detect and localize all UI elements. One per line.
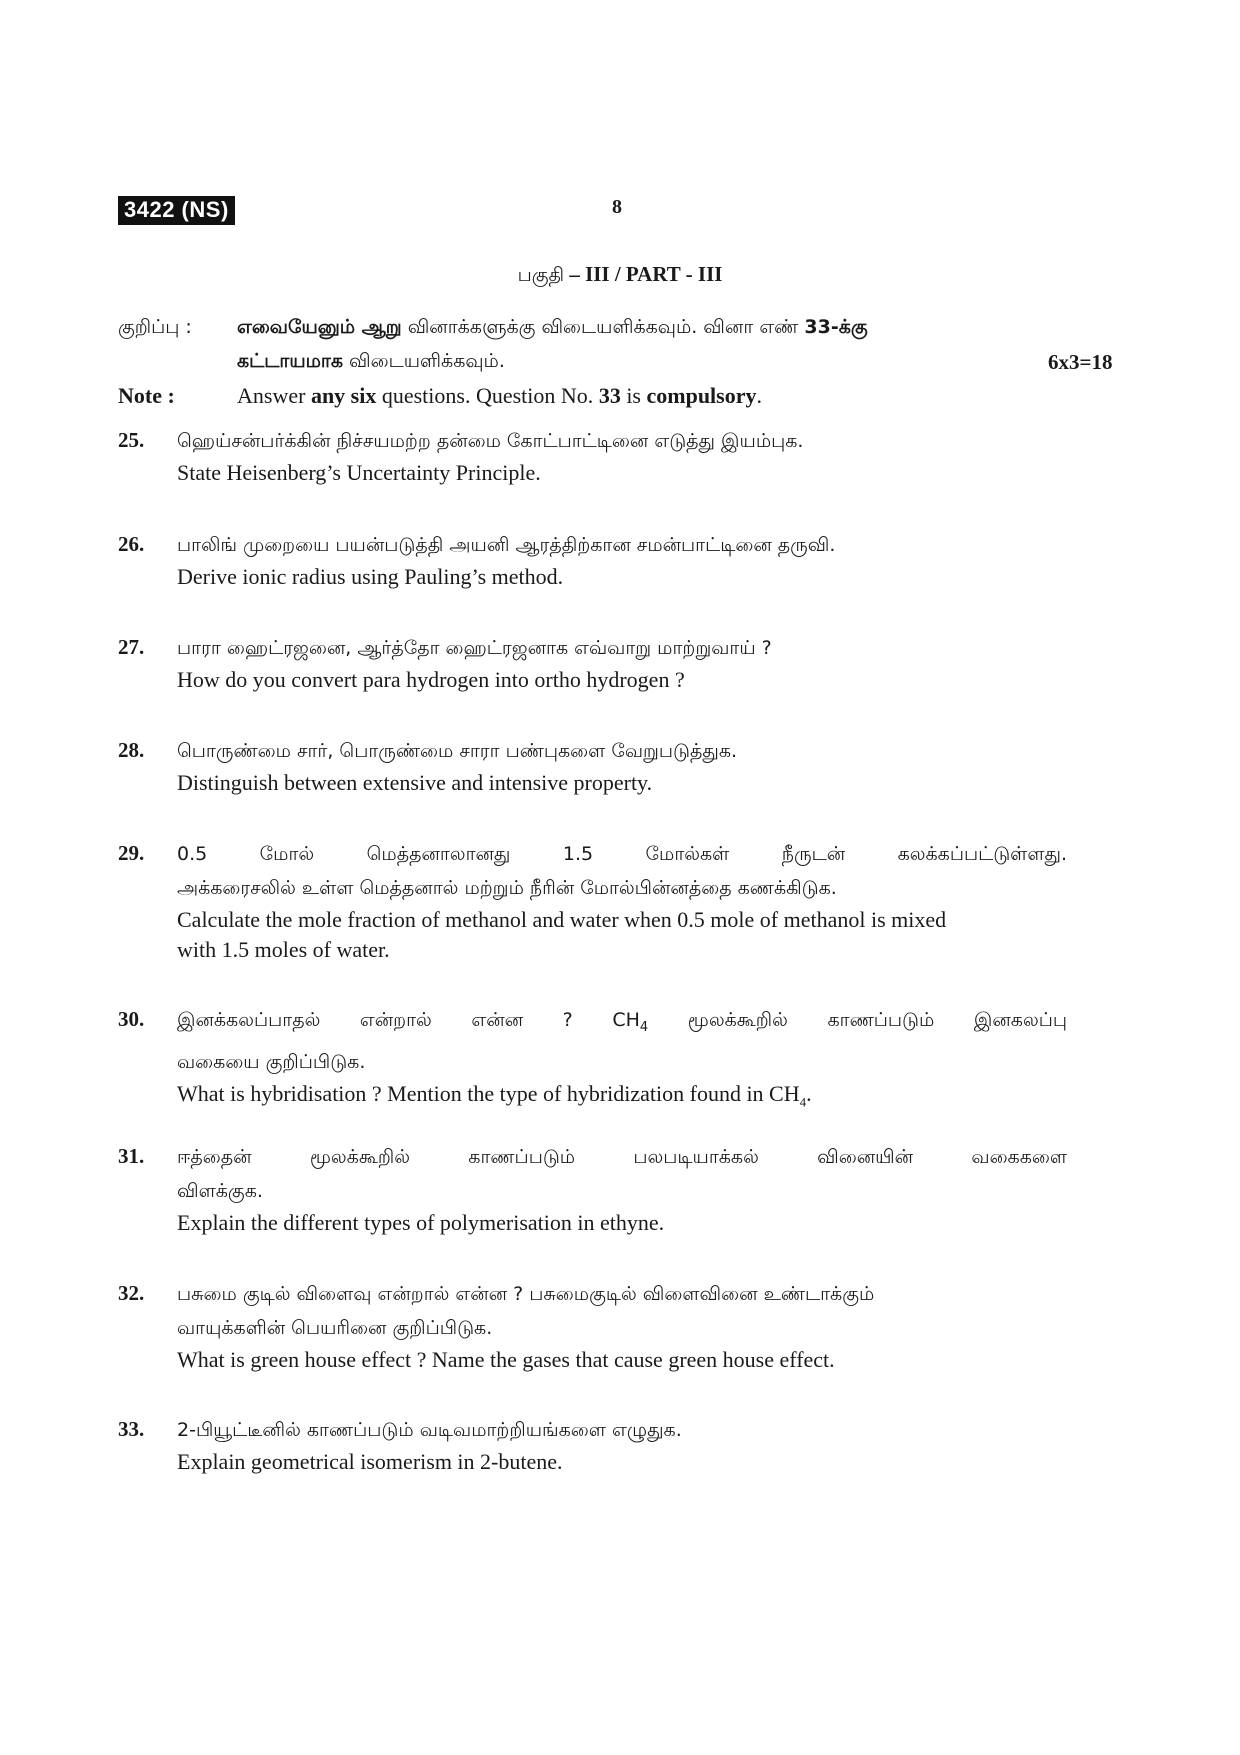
question-tamil: பொருண்மை சார், பொருண்மை சாரா பண்புகளை வேறுபடுத்துக.	[177, 740, 738, 762]
question-26	[177, 528, 1067, 592]
question-english: Explain the different types of polymerisation in ethyne.	[177, 1210, 665, 1235]
note-english-label: Note :	[118, 383, 175, 408]
question-tamil: ஹெய்சன்பர்க்கின் நிச்சயமற்ற தன்மை கோட்பாட்டினை எடுத்து இயம்புக.	[177, 430, 804, 452]
question-english: Explain geometrical isomerism in 2-butene.	[177, 1449, 563, 1474]
note-english-text: Answer any six questions. Question No. 33 is compulsory.	[237, 383, 762, 408]
question-number: 25.	[118, 428, 145, 452]
question-29	[177, 837, 1067, 965]
question-number: 33.	[118, 1417, 145, 1441]
question-tamil: 2-பியூட்டீனில் காணப்படும் வடிவமாற்றியங்களை எழுதுக.	[177, 1419, 682, 1441]
subscript: 4	[799, 1094, 807, 1110]
question-tamil-line1: 0.5 மோல் மெத்தனாலானது 1.5 மோல்கள் நீருடன் கலக்கப்பட்டுள்ளது.	[177, 843, 1067, 865]
question-number: 32.	[118, 1281, 145, 1305]
note-tamil-text-2: விடையளிக்கவும்.	[349, 350, 505, 372]
question-tamil-line1: பசுமை குடில் விளைவு என்றால் என்ன ? பசுமைகுடில் விளைவினை உண்டாக்கும்	[177, 1283, 875, 1305]
question-tamil: பாரா ஹைட்ரஜனை, ஆர்த்தோ ஹைட்ரஜனாக எவ்வாறு மாற்றுவாய் ?	[177, 637, 772, 659]
question-english: How do you convert para hydrogen into ortho hydrogen ?	[177, 667, 685, 692]
question-number: 28.	[118, 738, 145, 762]
question-number: 29.	[118, 841, 145, 865]
question-tamil-line2: விளக்குக.	[177, 1180, 263, 1202]
note-tamil-line2	[237, 344, 505, 378]
question-tamil-line2: வகையை குறிப்பிடுக.	[177, 1050, 366, 1073]
part-heading-tamil: பகுதி	[517, 264, 565, 286]
question-31	[177, 1140, 1067, 1238]
question-number: 30.	[118, 1007, 145, 1031]
question-english: State Heisenberg’s Uncertainty Principle.	[177, 460, 541, 485]
question-33	[177, 1413, 1067, 1477]
question-30	[177, 1003, 1067, 1117]
question-number: 27.	[118, 635, 145, 659]
question-number: 26.	[118, 532, 145, 556]
question-tamil-line2: அக்கரைசலில் உள்ள மெத்தனால் மற்றும் நீரின் மோல்பின்னத்தை கணக்கிடுக.	[177, 877, 837, 899]
question-tamil-line2: வாயுக்களின் பெயரினை குறிப்பிடுக.	[177, 1317, 493, 1339]
part-heading-english: – III / PART - III	[569, 262, 723, 286]
question-number: 31.	[118, 1144, 145, 1168]
note-tamil-emph-any-six: எவையேனும் ஆறு	[237, 316, 402, 338]
marks-allocation: 6x3=18	[1048, 350, 1113, 374]
question-25	[177, 424, 1067, 488]
question-english-line2: with 1.5 moles of water.	[177, 937, 390, 962]
question-tamil-line1: ஈத்தைன் மூலக்கூறில் காணப்படும் பலபடியாக்கல் வினையின் வகைகளை	[177, 1146, 1067, 1168]
subscript: 4	[639, 1019, 649, 1035]
page-number: 8	[612, 196, 622, 218]
note-tamil-text: வினாக்களுக்கு விடையளிக்கவும். வினா எண்	[407, 316, 799, 338]
note-tamil-label: குறிப்பு :	[118, 316, 192, 338]
note-tamil-line1	[237, 310, 1067, 344]
question-tamil: பாலிங் முறையை பயன்படுத்தி அயனி ஆரத்திற்கான சமன்பாட்டினை தருவி.	[177, 534, 836, 556]
question-english-line1: Calculate the mole fraction of methanol and water when 0.5 mole of methanol is mixed	[177, 907, 947, 932]
question-28	[177, 734, 1067, 798]
question-32	[177, 1277, 1067, 1375]
question-tamil-line1: இனக்கலப்பாதல் என்றால் என்ன ? $CH_4$ மூலக்கூறில் காணப்படும் இனகலப்பு	[177, 1009, 1067, 1035]
question-english: Distinguish between extensive and intensive property.	[177, 770, 653, 795]
paper-code-badge: 3422 (NS)	[118, 196, 235, 225]
question-27	[177, 631, 1067, 695]
note-tamil-emph-compulsory: கட்டாயமாக	[237, 350, 343, 372]
part-heading	[0, 262, 1240, 289]
question-english: What is green house effect ? Name the gases that cause green house effect.	[177, 1347, 835, 1372]
question-english: Derive ionic radius using Pauling’s method.	[177, 564, 564, 589]
note-tamil-emph-q33: 33-க்கு	[804, 316, 868, 338]
question-english: What is hybridisation ? Mention the type of hybridization found in $CH_4$.	[177, 1080, 812, 1110]
